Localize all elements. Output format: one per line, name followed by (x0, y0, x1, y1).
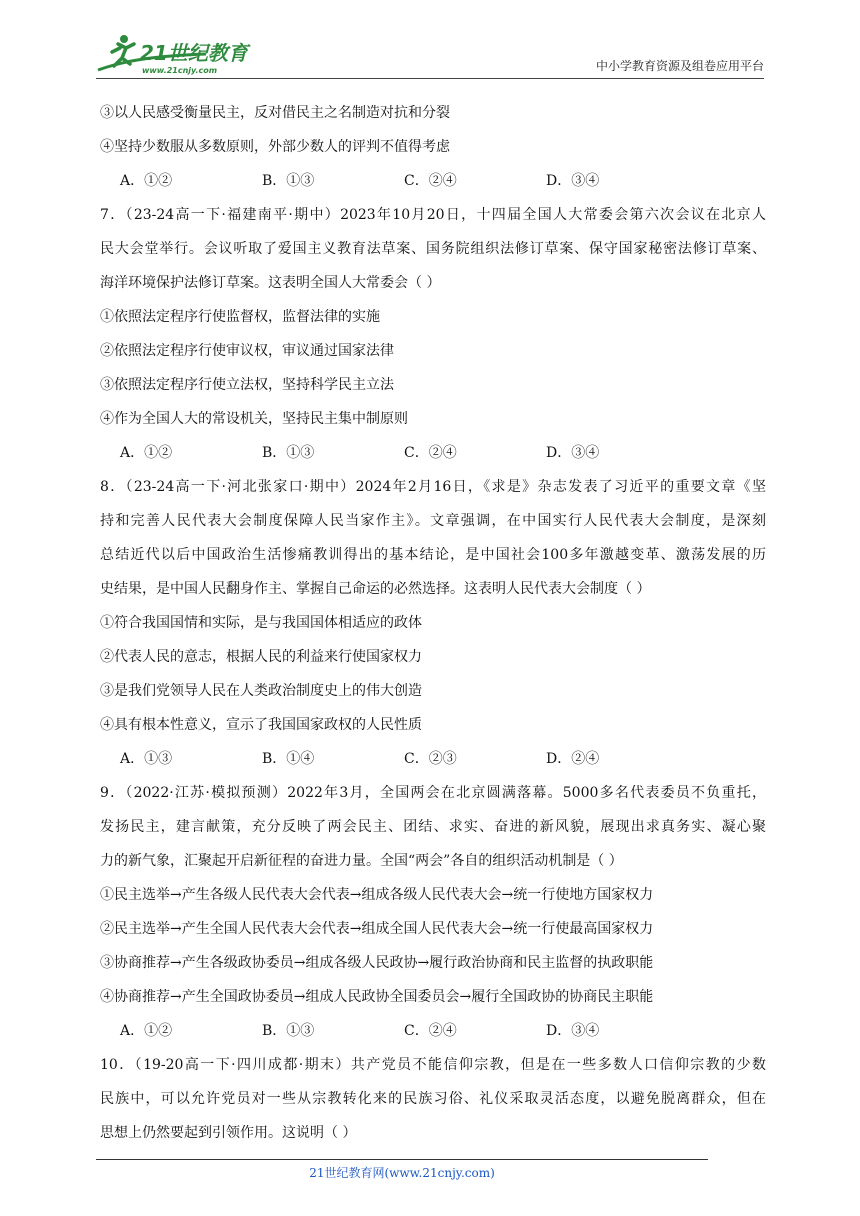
answer-option[interactable]: D．③④ (546, 1023, 600, 1039)
text-line: ①符合我国国情和实际，是与我国国体相适应的政体 (100, 615, 422, 631)
runner-logo-icon (96, 30, 266, 78)
text-line: ④作为全国人大的常设机关，坚持民主集中制原则 (100, 411, 408, 427)
header-divider (96, 78, 764, 79)
text-line: ③协商推荐→产生各级政协委员→组成各级人民政协→履行政治协商和民主监督的执政职能 (100, 955, 654, 971)
answer-option[interactable]: C．②④ (404, 445, 457, 461)
text-line: ④具有根本性意义，宣示了我国国家政权的人民性质 (100, 717, 422, 733)
text-line: 发扬民主，建言献策，充分反映了两会民主、团结、求实、奋进的新风貌，展现出求真务实、凝心聚 (100, 819, 766, 835)
text-line: ①依照法定程序行使监督权，监督法律的实施 (100, 309, 380, 325)
answer-option[interactable]: A．①② (120, 445, 173, 461)
footer-divider (96, 1159, 708, 1160)
text-line: ④协商推荐→产生全国政协委员→组成人民政协全国委员会→履行全国政协的协商民主职能 (100, 989, 654, 1005)
answer-option[interactable]: C．②③ (404, 751, 457, 767)
text-line: 持和完善人民代表大会制度保障人民当家作主》。文章强调，在中国实行人民代表大会制度，是深刻 (100, 513, 766, 529)
answer-options (100, 443, 766, 463)
text-line: 海洋环境保护法修订草案。这表明全国人大常委会（ ） (100, 275, 441, 291)
text-line: 10．（19-20高一下·四川成都·期末）共产党员不能信仰宗教，但是在一些多数人口信仰宗教的少数 (100, 1057, 766, 1073)
text-line: 8．（23-24高一下·河北张家口·期中）2024年2月16日，《求是》杂志发表了习近平的重要文章《坚 (100, 479, 766, 495)
answer-option[interactable]: D．③④ (546, 173, 600, 189)
text-line: ④坚持少数服从多数原则，外部少数人的评判不值得考虑 (100, 139, 450, 155)
answer-option[interactable]: D．②④ (546, 751, 600, 767)
answer-options (100, 171, 766, 191)
answer-option[interactable]: B．①③ (262, 173, 315, 189)
text-line: ②民主选举→产生全国人民代表大会代表→组成全国人民代表大会→统一行使最高国家权力 (100, 921, 654, 937)
text-line: 思想上仍然要起到引领作用。这说明（ ） (100, 1125, 357, 1141)
text-line: 9．（2022·江苏·模拟预测）2022年3月，全国两会在北京圆满落幕。5000多名代表委员不负重托， (100, 785, 766, 801)
text-line: ③是我们党领导人民在人类政治制度史上的伟大创造 (100, 683, 422, 699)
text-line: 史结果，是中国人民翻身作主、掌握自己命运的必然选择。这表明人民代表大会制度（ ） (100, 581, 651, 597)
answer-option[interactable]: A．①② (120, 173, 173, 189)
footer-link[interactable]: 21世纪教育网(www.21cnjy.com) (309, 1166, 495, 1180)
answer-option[interactable]: C．②④ (404, 1023, 457, 1039)
text-line: ①民主选举→产生各级人民代表大会代表→组成各级人民代表大会→统一行使地方国家权力 (100, 887, 654, 903)
text-line: 总结近代以后中国政治生活惨痛教训得出的基本结论，是中国社会100多年激越变革、激荡发展的历 (100, 547, 766, 563)
text-line: 民大会堂举行。会议听取了爱国主义教育法草案、国务院组织法修订草案、保守国家秘密法修订草案、 (100, 241, 766, 257)
site-logo[interactable] (96, 30, 266, 78)
platform-name: 中小学教育资源及组卷应用平台 (595, 59, 764, 73)
text-line: ③以人民感受衡量民主，反对借民主之名制造对抗和分裂 (100, 105, 450, 121)
logo-url: www.21cnjy.com (142, 66, 218, 75)
answer-option[interactable]: A．①③ (120, 751, 173, 767)
answer-option[interactable]: A．①② (120, 1023, 173, 1039)
text-line: ③依照法定程序行使立法权，坚持科学民主立法 (100, 377, 394, 393)
answer-option[interactable]: D．③④ (546, 445, 600, 461)
question-content (100, 103, 766, 1157)
text-line: 7．（23-24高一下·福建南平·期中）2023年10月20日，十四届全国人大常委会第六次会议在北京人 (100, 207, 766, 223)
text-line: ②依照法定程序行使审议权，审议通过国家法律 (100, 343, 394, 359)
text-line: ②代表人民的意志，根据人民的利益来行使国家权力 (100, 649, 422, 665)
answer-option[interactable]: B．①③ (262, 1023, 315, 1039)
text-line: 力的新气象，汇聚起开启新征程的奋进力量。全国“两会”各自的组织活动机制是（ ） (100, 853, 623, 869)
text-line: 民族中，可以允许党员对一些从宗教转化来的民族习俗、礼仪采取灵活态度，以避免脱离群众，但在 (100, 1091, 766, 1107)
logo-text: 21世纪教育 (140, 41, 248, 65)
answer-options (100, 749, 766, 769)
answer-option[interactable]: B．①③ (262, 445, 315, 461)
answer-options (100, 1021, 766, 1041)
answer-option[interactable]: B．①④ (262, 751, 315, 767)
answer-option[interactable]: C．②④ (404, 173, 457, 189)
page-header (96, 30, 764, 78)
